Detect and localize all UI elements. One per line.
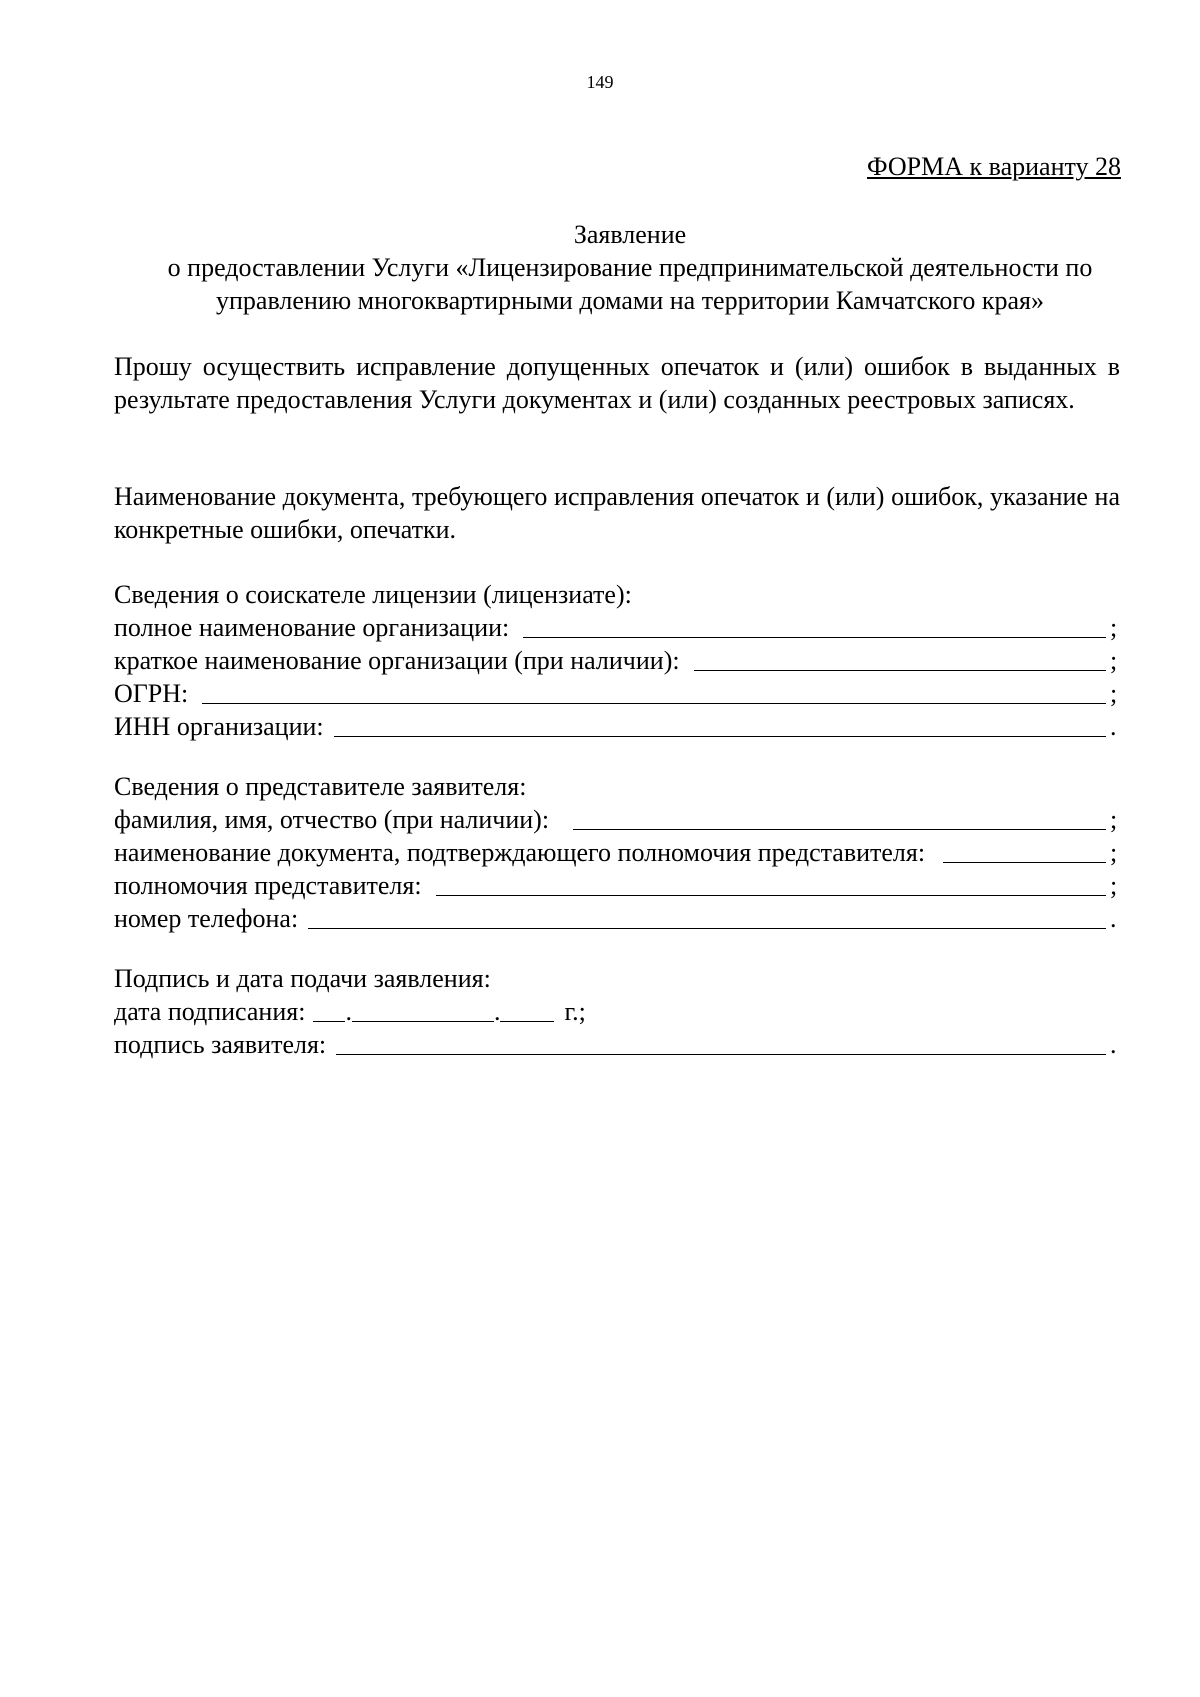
short-org-name-row	[114, 644, 1120, 677]
field-label: ИНН организации:	[114, 712, 324, 741]
field-end: .	[1110, 712, 1117, 741]
document-name-paragraph: Наименование документа, требующего исправления опечаток и (или) ошибок, указание на конкретные ошибки, опечатки.	[114, 482, 1120, 544]
field-label: полномочия представителя:	[114, 871, 422, 900]
full-org-name-row	[114, 611, 1120, 644]
representative-name-field[interactable]	[573, 828, 1106, 830]
date-day-field[interactable]	[313, 1020, 345, 1022]
representative-heading: Сведения о представителе заявителя:	[114, 772, 527, 801]
applicant-signature-field[interactable]	[336, 1053, 1106, 1055]
field-end: ;	[1110, 646, 1118, 675]
title-line-2: о предоставлении Услуги «Лицензирование предпринимательской деятельности по	[167, 253, 1093, 282]
date-label: дата подписания:	[114, 997, 306, 1026]
applicant-signature-row	[114, 1028, 1120, 1061]
representative-name-row	[114, 803, 1120, 836]
date-year-field[interactable]	[500, 1020, 554, 1022]
field-end: ;	[1110, 613, 1118, 642]
field-label: ОГРН:	[114, 679, 189, 708]
field-end: .	[1110, 1030, 1117, 1059]
date-suffix: г.;	[564, 997, 586, 1026]
sign-label: подпись заявителя:	[114, 1030, 327, 1059]
applicant-section	[114, 578, 1120, 743]
ogrn-row	[114, 677, 1120, 710]
field-end: .	[1110, 904, 1117, 933]
document-title	[100, 218, 1160, 317]
applicant-heading: Сведения о соискателе лицензии (лицензиате):	[114, 580, 632, 609]
field-label: фамилия, имя, отчество (при наличии):	[114, 805, 550, 834]
title-line-3: управлению многоквартирными домами на территории Камчатского края»	[216, 286, 1044, 315]
ogrn-field[interactable]	[202, 702, 1106, 704]
short-org-name-field[interactable]	[694, 669, 1106, 671]
inn-row	[114, 710, 1120, 743]
date-separator: .	[493, 997, 501, 1026]
page-number: 149	[586, 72, 614, 92]
full-org-name-field[interactable]	[523, 636, 1106, 638]
field-end: ;	[1110, 679, 1118, 708]
signature-section	[114, 962, 1120, 1061]
signing-date-row	[114, 995, 1120, 1028]
authority-row	[114, 869, 1120, 902]
date-separator: .	[345, 997, 352, 1026]
field-label: наименование документа, подтверждающего полномочия представителя:	[114, 838, 926, 867]
title-line-1: Заявление	[573, 220, 687, 249]
field-label: номер телефона:	[114, 904, 299, 933]
representative-section	[114, 770, 1120, 935]
authority-document-row	[114, 836, 1120, 869]
date-month-field[interactable]	[352, 1020, 494, 1022]
inn-field[interactable]	[334, 735, 1106, 737]
form-tag: ФОРМА к варианту 28	[867, 152, 1121, 181]
signature-heading: Подпись и дата подачи заявления:	[114, 964, 491, 993]
field-end: ;	[1110, 838, 1118, 867]
authority-field[interactable]	[436, 894, 1106, 896]
request-paragraph: Прошу осуществить исправление допущенных опечаток и (или) ошибок в выданных в результате предоставления Услуги документах и (или) созданных реестровых записях.	[114, 352, 1120, 414]
phone-row	[114, 902, 1120, 935]
field-end: ;	[1110, 871, 1118, 900]
authority-document-field[interactable]	[943, 861, 1106, 863]
field-label: краткое наименование организации (при наличии):	[114, 646, 680, 675]
phone-field[interactable]	[308, 927, 1106, 929]
field-end: ;	[1110, 805, 1118, 834]
field-label: полное наименование организации:	[114, 613, 510, 642]
